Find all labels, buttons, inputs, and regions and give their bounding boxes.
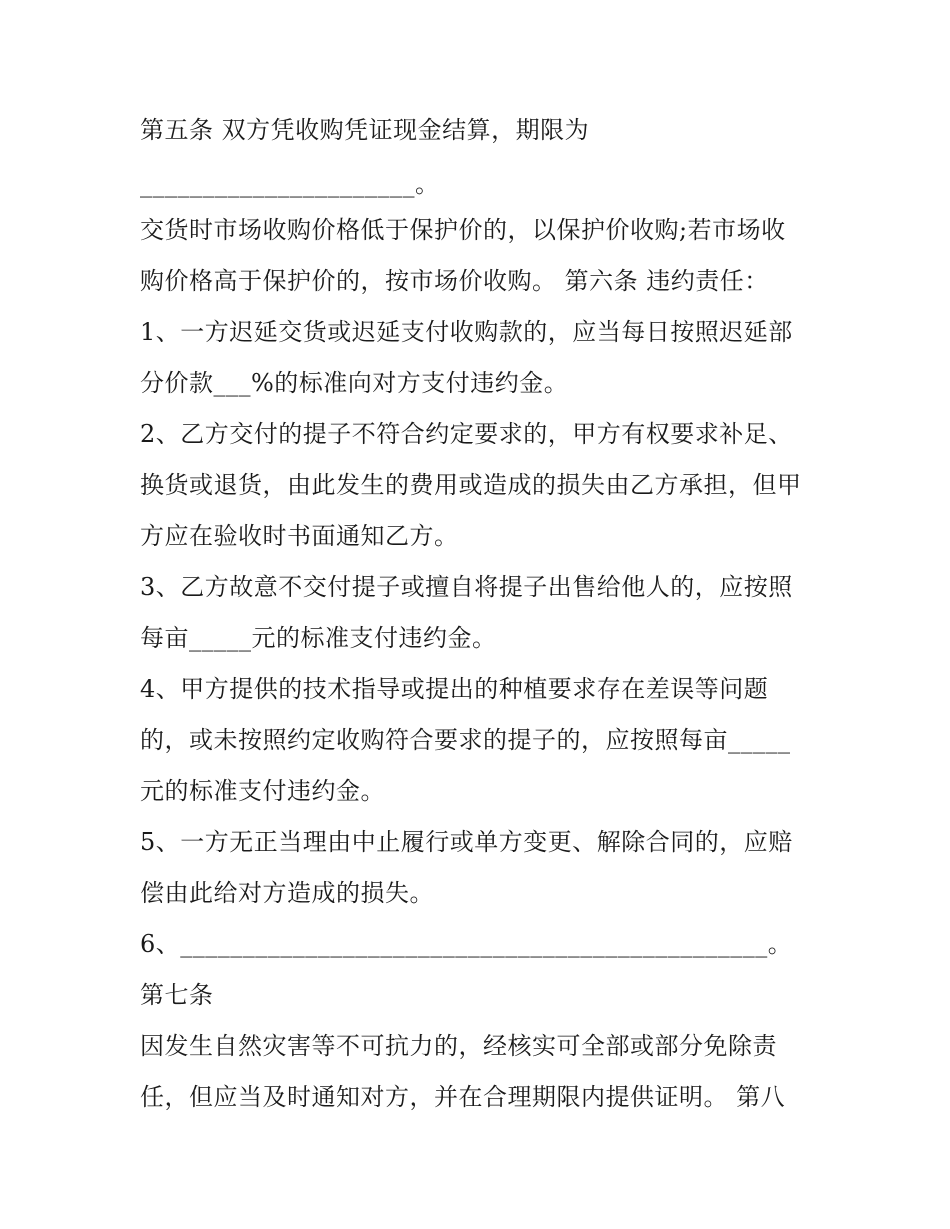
text-line: 5、一方无正当理由中止履行或单方变更、解除合同的，应赔 — [140, 828, 793, 856]
text-line: 偿由此给对方造成的损失。 — [140, 879, 434, 907]
text-line: 1、一方迟延交货或迟延支付收购款的，应当每日按照迟延部 — [140, 318, 793, 346]
text-line: ______________________。 — [140, 170, 440, 198]
text-line: 分价款___%的标准向对方支付违约金。 — [140, 369, 569, 397]
text-line: 换货或退货，由此发生的费用或造成的损失由乙方承担，但甲 — [140, 471, 802, 499]
text-line: 的，或未按照约定收购符合要求的提子的，应按照每亩_____ — [140, 726, 791, 754]
text-line: 第七条 — [140, 981, 214, 1009]
text-line: 购价格高于保护价的，按市场价收购。 第六条 违约责任： — [140, 267, 769, 295]
text-line: 2、乙方交付的提子不符合约定要求的，甲方有权要求补足、 — [140, 420, 793, 448]
text-line: 6、_______________________________________________。 — [140, 930, 793, 958]
text-line: 元的标准支付违约金。 — [140, 777, 385, 805]
text-line: 第五条 双方凭收购凭证现金结算，期限为 — [140, 116, 590, 144]
text-line: 方应在验收时书面通知乙方。 — [140, 522, 459, 550]
text-line: 4、甲方提供的技术指导或提出的种植要求存在差误等问题 — [140, 675, 769, 703]
text-line: 每亩_____元的标准支付违约金。 — [140, 624, 497, 652]
text-line: 因发生自然灾害等不可抗力的，经核实可全部或部分免除责 — [140, 1032, 777, 1060]
text-line: 任，但应当及时通知对方，并在合理期限内提供证明。 第八 — [140, 1083, 786, 1111]
text-line: 3、乙方故意不交付提子或擅自将提子出售给他人的，应按照 — [140, 573, 793, 601]
text-line: 交货时市场收购价格低于保护价的，以保护价收购;若市场收 — [140, 216, 786, 244]
